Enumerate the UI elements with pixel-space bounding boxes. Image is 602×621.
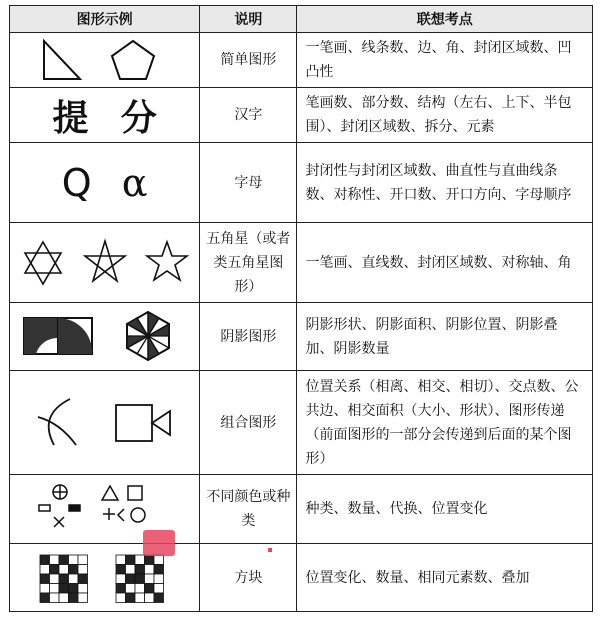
grid-cell	[135, 593, 145, 603]
grid-cell	[40, 555, 50, 565]
grid-cell	[68, 583, 78, 593]
table-row	[10, 303, 593, 371]
grid-cell	[40, 574, 50, 584]
grid-cell	[40, 564, 50, 574]
grid-cell	[49, 593, 59, 603]
grid-cell	[59, 574, 69, 584]
header-description: 说明	[200, 6, 297, 33]
figure-cell	[10, 143, 200, 223]
grid-cell	[68, 593, 78, 603]
row-description: 五角星（或者类五角星图形）	[200, 223, 297, 303]
grid-cell	[116, 583, 126, 593]
grid-cell	[135, 564, 145, 574]
letter-q: Q	[61, 160, 92, 205]
star-outline-icon	[147, 242, 187, 280]
row-test-points: 阴影形状、阴影面积、阴影位置、阴影叠加、阴影数量	[297, 303, 593, 371]
grid-cell	[78, 564, 88, 574]
row-description: 简单图形	[200, 33, 297, 88]
grid-cell	[40, 583, 50, 593]
row-test-points: 封闭性与封闭区域数、曲直性与直曲线条数、对称性、开口数、开口方向、字母顺序	[297, 143, 593, 223]
grid-cell	[78, 583, 88, 593]
pentagram-icon	[85, 241, 125, 281]
row-description: 汉字	[200, 88, 297, 143]
right-triangle-icon	[44, 41, 80, 79]
grid-cell	[78, 593, 88, 603]
grid-cell	[154, 583, 164, 593]
grid-cell	[125, 555, 135, 565]
grid-cell	[144, 583, 154, 593]
red-dot-mark	[268, 548, 272, 552]
row-description: 阴影图形	[200, 303, 297, 371]
shaded-hexagon-icon	[127, 312, 169, 360]
row-description: 字母	[200, 143, 297, 223]
grid-cell	[144, 593, 154, 603]
grid-cell	[59, 593, 69, 603]
letter-alpha: α	[121, 160, 148, 205]
header-figure-example: 图形示例	[10, 6, 200, 33]
grid-pattern-1-icon	[40, 555, 88, 603]
grid-cell	[40, 593, 50, 603]
red-highlight-mark	[143, 530, 175, 556]
grid-cell	[59, 564, 69, 574]
grid-cell	[59, 583, 69, 593]
grid-cell	[78, 555, 88, 565]
grid-pattern-2-icon	[116, 555, 164, 603]
grid-cell	[116, 574, 126, 584]
row-test-points: 一笔画、线条数、边、角、封闭区域数、凹凸性	[297, 33, 593, 88]
hexagram-icon	[25, 242, 61, 284]
grid-cell	[68, 564, 78, 574]
grid-cell	[68, 555, 78, 565]
table-row	[10, 544, 593, 612]
grid-cell	[78, 574, 88, 584]
pentagon-icon	[112, 41, 154, 79]
grid-cell	[116, 555, 126, 565]
grid-cell	[49, 564, 59, 574]
grid-cell	[135, 555, 145, 565]
grid-cell	[125, 593, 135, 603]
grid-cell	[144, 564, 154, 574]
figure-cell	[10, 303, 200, 371]
grid-cell	[144, 574, 154, 584]
table-row	[10, 371, 593, 475]
reasoning-figure-table	[9, 5, 593, 612]
row-test-points: 位置关系（相离、相交、相切）、交点数、公共边、相交面积（大小、形状）、图形传递（前面图形的一部分会传递到后面的某个图形）	[297, 371, 593, 475]
table-row	[10, 475, 593, 544]
grid-cell	[154, 564, 164, 574]
grid-cell	[154, 574, 164, 584]
grid-cell	[49, 555, 59, 565]
grid-figure	[30, 551, 180, 605]
row-description: 组合图形	[200, 371, 297, 475]
row-test-points: 一笔画、直线数、封闭区域数、对称轴、角	[297, 223, 593, 303]
simple-shapes-figure	[30, 37, 180, 83]
row-test-points: 位置变化、数量、相同元素数、叠加	[297, 544, 593, 612]
shaded-figure	[20, 308, 190, 366]
figure-cell	[10, 223, 200, 303]
table-row	[10, 223, 593, 303]
grid-cell	[125, 583, 135, 593]
chinese-character-ti: 提	[52, 96, 89, 139]
stars-figure	[17, 237, 193, 289]
square-triangle-icon	[116, 405, 170, 441]
grid-cell	[68, 574, 78, 584]
grid-cell	[135, 574, 145, 584]
grid-cell	[49, 583, 59, 593]
grid-cell	[116, 593, 126, 603]
figure-cell	[10, 33, 200, 88]
grid-cell	[125, 574, 135, 584]
grid-cell	[59, 555, 69, 565]
grid-cell	[49, 574, 59, 584]
table-header-row	[10, 6, 593, 33]
shaded-squares-icon	[24, 317, 92, 353]
grid-cell	[135, 583, 145, 593]
grid-cell	[116, 564, 126, 574]
grid-cell	[154, 593, 164, 603]
row-test-points: 笔画数、部分数、结构（左右、上下、半包围）、封闭区域数、拆分、元素	[297, 88, 593, 143]
chinese-character-fen: 分	[120, 96, 157, 139]
figure-cell	[10, 88, 200, 143]
curve-pair-icon	[38, 399, 76, 445]
row-description: 不同颜色或种类	[200, 475, 297, 544]
grid-cell	[125, 564, 135, 574]
figure-cell	[10, 371, 200, 475]
table-row	[10, 143, 593, 223]
symbol-set-1-icon	[39, 485, 80, 527]
combined-figure	[20, 395, 190, 451]
row-test-points: 种类、数量、代换、位置变化	[297, 475, 593, 544]
table-row	[10, 33, 593, 88]
table-row	[10, 88, 593, 143]
symbol-set-2-icon	[102, 486, 145, 522]
row-description: 方块	[200, 544, 297, 612]
header-test-points: 联想考点	[297, 6, 593, 33]
